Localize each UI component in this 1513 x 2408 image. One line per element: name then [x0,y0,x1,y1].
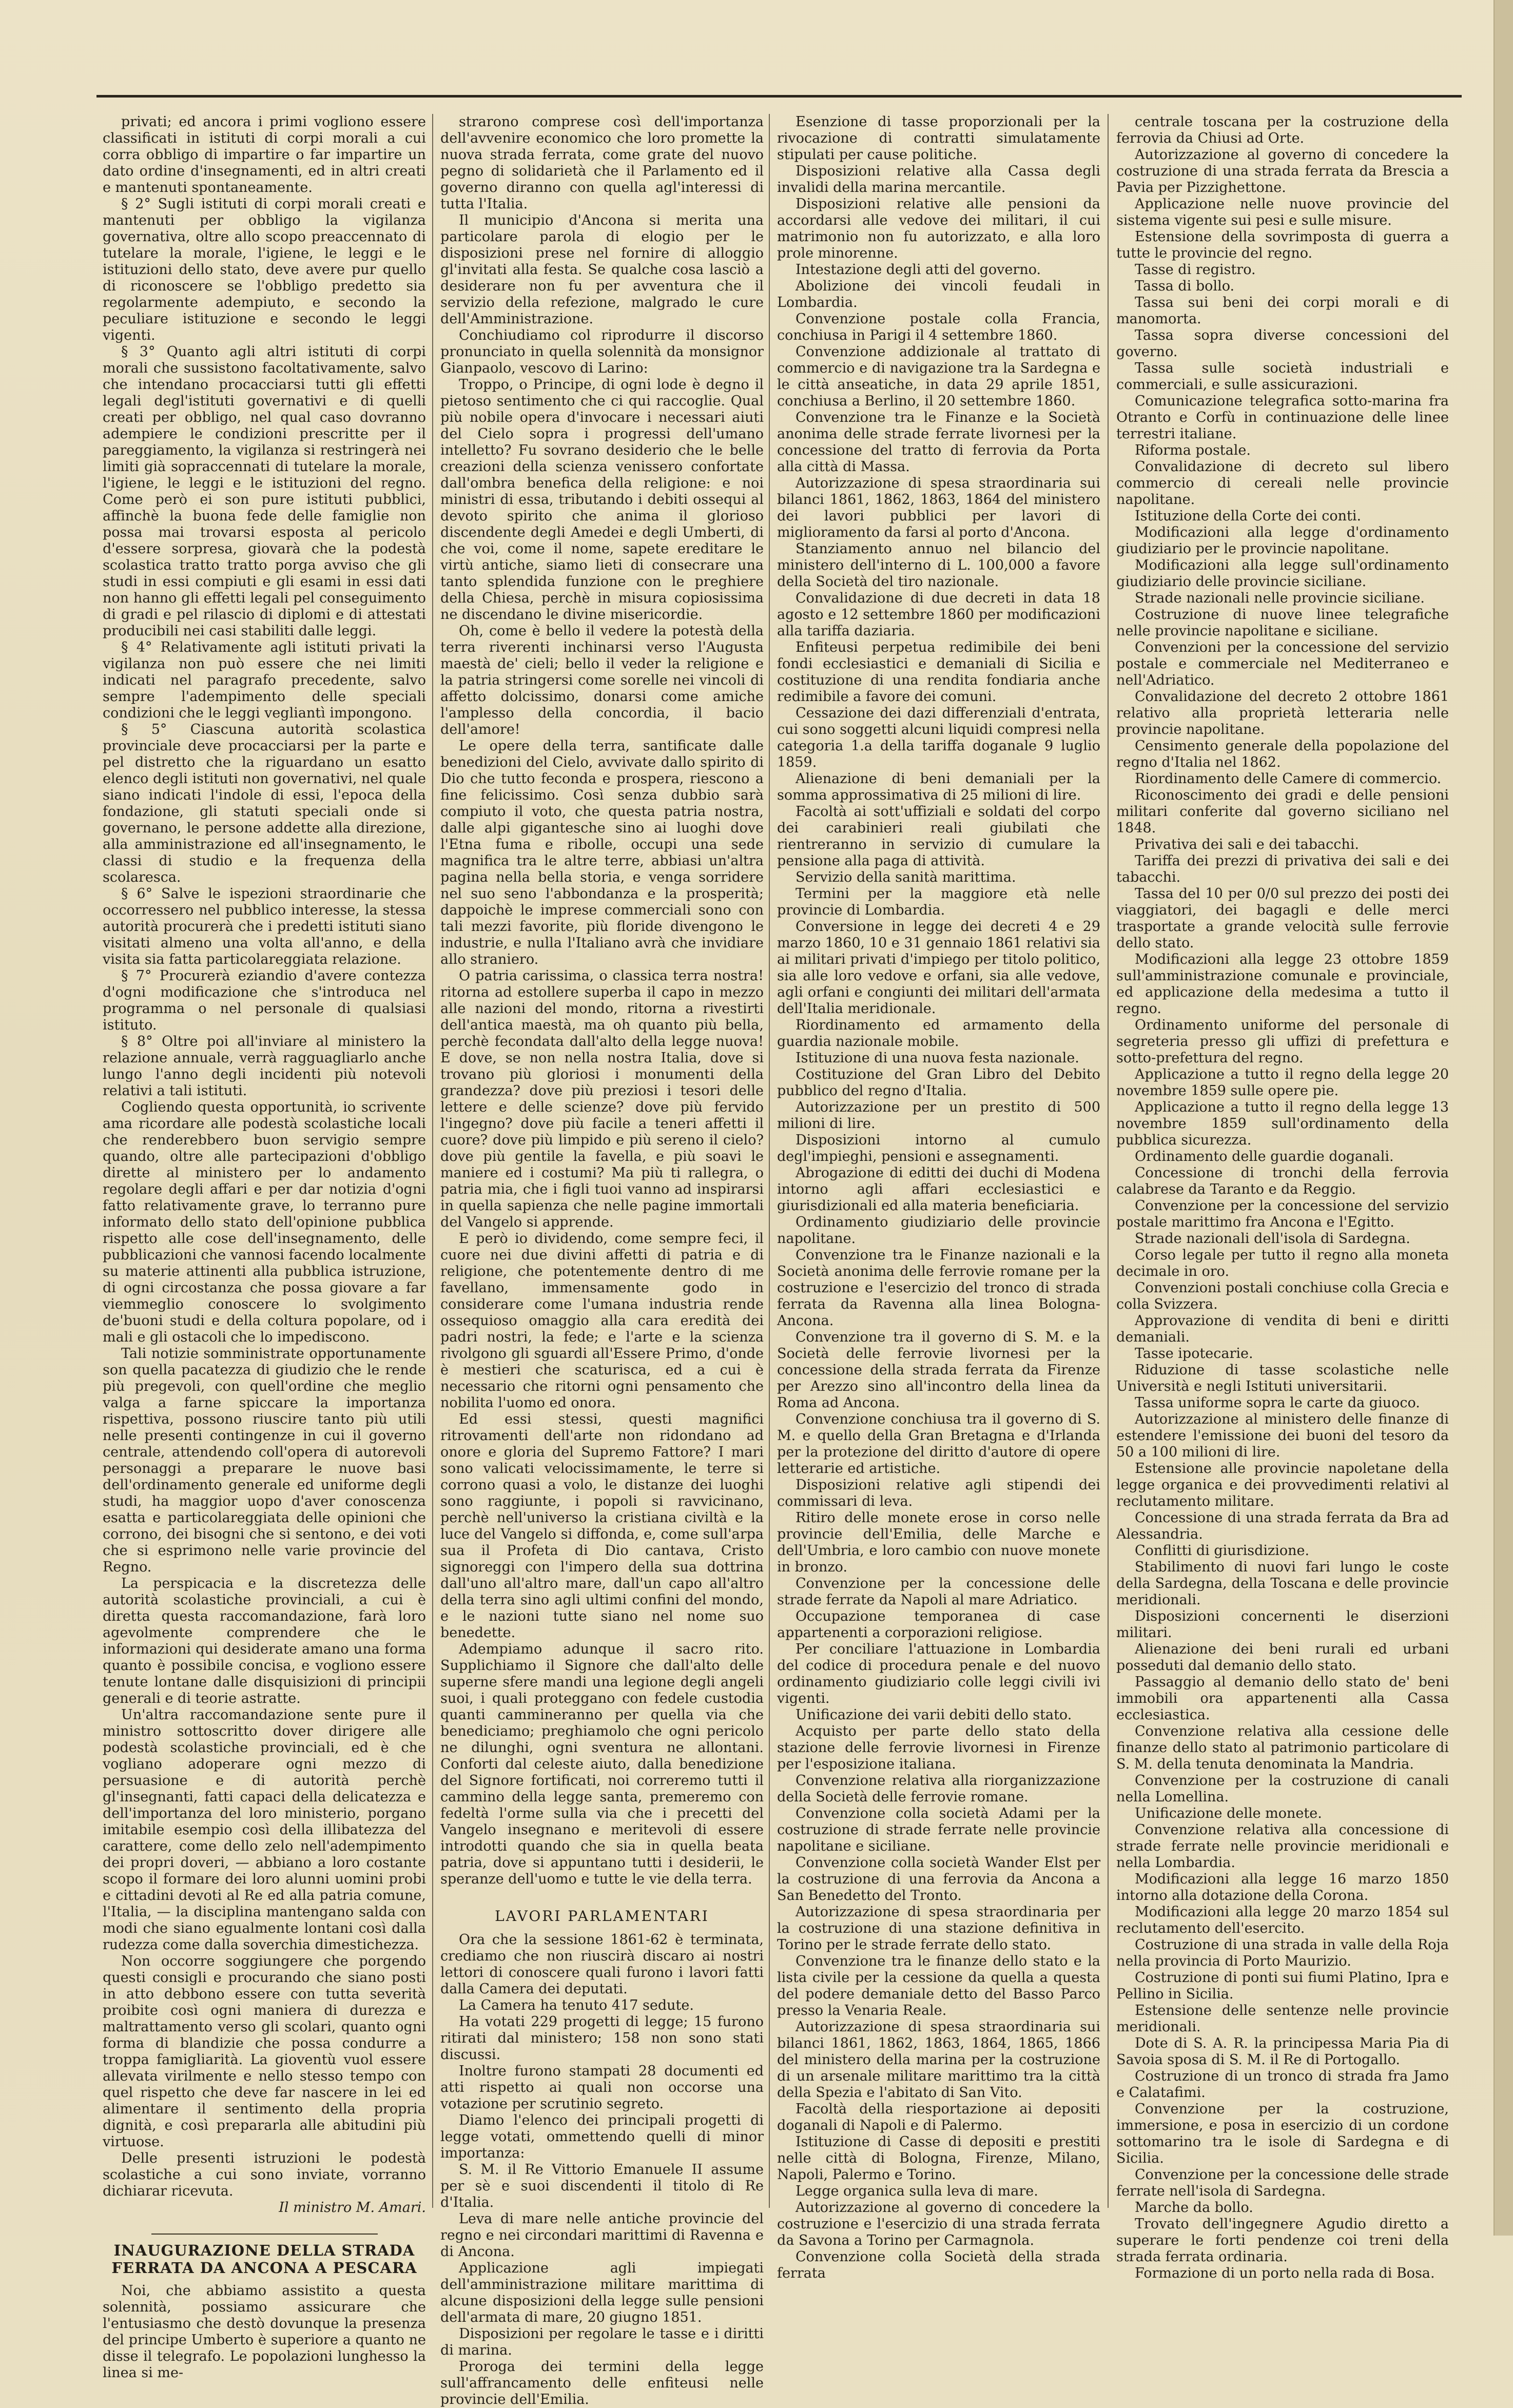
list-item: Conflitti di giurisdizione. [1135,1543,1310,1559]
list-item: Convenzione per la costruzione, immersione, e posa in esercizio di un cordone sottomarino tra le isole di Sardegna e di Sicilia. [1116,2101,1449,2166]
list-item: Costituzione del Gran Libro del Debito pubblico del regno d'Italia. [777,1066,1100,1099]
list-item: Applicazione a tutto il regno della legge 13 novembre 1859 sull'ordinamento della pubblica sicurezza. [1116,1099,1449,1148]
paragraph: § 4° Relativamente agli istituti privati la vigilanza non può essere che nei limiti indicati nel paragrafo precedente, salvo sempre l'adempimento delle speciali condizioni che le leggi vegliantì impongono. [103,639,426,721]
paragraph: Tali notizie somministrate opportunamente son quella pacatezza di giudizio che le rende più pregevoli, con quell'ordine che meglio valga a farne spiccare la importanza rispettiva, possono riuscire tanto più utili nelle presenti contingenze in cui il governo centrale, attendendo coll'opera di autorevoli personaggi a preparare le nuove basi dell'ordinamento generale ed uniforme degli studi, ha maggior uopo d'aver conoscenza esatta e particolareggiata delle opinioni che corrono, dei bisogni che si sentono, e dei voti che si esprimono nelle varie provincie del Regno. [103,1346,426,1575]
paragraph: Proroga dei termini della legge sull'affrancamento delle enfiteusi nelle provincie dell'Emilia. [440,2359,764,2407]
list-item: Convenzione relativa alla concessione di strade ferrate nelle provincie meridionali e nella Lombardia. [1116,1822,1449,1871]
paragraph: La Camera ha tenuto 417 sedute. [459,1997,694,2013]
list-item: Enfiteusi perpetua redimibile dei beni fondi ecclesiastici e demaniali di Sicilia e costituzione di una rendita fondiaria anche redimibile a favore dei comuni. [777,639,1100,705]
list-item: Concessione di tronchi della ferrovia calabrese da Taranto e da Reggio. [1116,1165,1449,1197]
list-item: Tariffa dei prezzi di privativa dei sali e dei tabacchi. [1116,853,1449,885]
list-item: Costruzione di una strada in valle della Roja nella provincia di Porto Maurizio. [1116,1937,1449,1969]
list-item: Autorizzazione di spesa straordinaria per la costruzione di una stazione definitiva in Torino per le strade ferrate dello stato. [777,1904,1100,1953]
list-item: Acquisto per parte dello stato della stazione delle ferrovie livornesi in Firenze per l'esposizione italiana. [777,1723,1100,1772]
list-item: Convenzione relativa alla riorganizzazione della Società delle ferrovie romane. [777,1773,1100,1805]
list-item: Estensione delle sentenze nelle provincie meridionali. [1116,2003,1449,2035]
paragraph: Noi, che abbiamo assistito a questa solennità, possiamo assicurare che l'entusiasmo che destò dovunque la presenza del principe Umberto è superiore a quanto ne disse il telegrafo. Le popolazioni lunghesso la linea si me- [103,2283,426,2381]
list-item: Convenzione colla società Adami per la costruzione di strade ferrate nelle provincie napolitane e siciliane. [777,1805,1100,1854]
list-item: Marche da bollo. [1135,2200,1253,2216]
list-item: Applicazione a tutto il regno della legge 20 novembre 1859 sulle opere pie. [1116,1066,1449,1099]
list-item: Autorizzazione di spesa straordinaria sui bilanci 1861, 1862, 1863, 1864, 1865, 1866 del ministero della marina per la costruzione di un arsenale militare marittimo tra la città della Spezia e l'abitato di San Vito. [777,2019,1100,2101]
list-item: Strade nazionali dell'isola di Sardegna. [1135,1231,1410,1247]
paragraph: Delle presenti istruzioni le podestà scolastiche a cui sono inviate, vorranno dichiarar ricevuta. [103,2150,426,2199]
list-item: Convalidazione di due decreti in data 18 agosto e 12 settembre 1860 per modificazioni alla tariffa daziaria. [777,590,1100,639]
column-1-paragraphs [103,114,426,2200]
list-item: Riduzione di tasse scolastiche nelle Università e negli Istituti universitarii. [1116,1362,1449,1394]
list-item: Trovato dell'ingegnere Agudio diretto a superare le forti pendenze coi treni della strada ferrata ordinaria. [1116,2216,1449,2265]
list-item: Convenzioni per la concessione del servizio postale e commerciale nel Mediterraneo e nell'Adriatico. [1116,639,1449,688]
list-item: Unificazione delle monete. [1135,1805,1322,1821]
list-item: Istituzione di una nuova festa nazionale. [796,1050,1079,1066]
list-item: Convenzione per la concessione delle strade ferrate nell'isola di Sardegna. [1116,2167,1449,2199]
list-item: Riforma postale. [1135,442,1251,458]
column-4 [1116,114,1449,2281]
list-item: Convenzione per la concessione del servizio postale marittimo fra Ancona e l'Egitto. [1116,1198,1449,1230]
list-item: Convenzione relativa alla cessione delle finanze dello stato al patrimonio particolare di S. M. della tenuta denominata la Mandria. [1116,1723,1449,1772]
paragraph: privati; ed ancora i primi vogliono essere classificati in istituti di corpi morali a cui corra obbligo di impartire o far impartire un dato ordine d'insegnamenti, ed in altri creati e mantenuti spontaneamente. [103,114,426,196]
paragraph: § 5° Ciascuna autorità scolastica provinciale deve procacciarsi per la parte e pel distretto che la riguardano un esatto elenco degli istituti non governativi, nel quale siano indicati l'indole di essi, l'epoca della fondazione, gli statuti speciali onde si governano, le persone addette alla direzione, alla amministrazione ed all'insegnamento, le classi di studio e la frequenza della scolaresca. [103,722,426,885]
list-item: Costruzione di ponti sui fiumi Platino, Ipra e Pellino in Sicilia. [1116,1970,1449,2002]
list-item: Tassa sulle società industriali e commerciali, e sulle assicurazioni. [1116,360,1449,393]
list-item: Applicazione nelle nuove provincie del sistema vigente sui pesi e sulle misure. [1116,196,1449,228]
list-item: Riordinamento ed armamento della guardia nazionale mobile. [777,1017,1100,1050]
list-item: Modificazioni alla legge 16 marzo 1850 intorno alla dotazione della Corona. [1116,1871,1449,1904]
list-item: Abolizione dei vincoli feudali in Lombardia. [777,278,1100,310]
list-item: Tasse di registro. [1135,262,1256,278]
list-item: Istituzione della Corte dei conti. [1135,508,1362,524]
column-3 [777,114,1100,2281]
list-item: Alienazione dei beni rurali ed urbani posseduti dal demanio dello stato. [1116,1641,1449,1674]
list-item: Istituzione di Casse di depositi e prestiti nelle città di Bologna, Firenze, Milano, Napoli, Palermo e Torino. [777,2134,1100,2183]
column-1 [103,114,426,2381]
list-item: Intestazione degli atti del governo. [796,262,1041,278]
list-item: Modificazioni alla legge 20 marzo 1854 sul reclutamento dell'esercito. [1116,1904,1449,1936]
list-item: Convenzione colla Società della strada ferrata [777,2249,1100,2281]
list-item: Ordinamento giudiziario delle provincie napolitane. [777,1214,1100,1247]
list-item: Disposizioni relative alla Cassa degli invalidi della marina mercantile. [777,163,1100,196]
list-item: Convenzione tra le Finanze nazionali e la Società anonima delle ferrovie romane per la costruzione e l'esercizio del tronco di strada ferrata da Ravenna alla linea Bologna-Ancona. [777,1247,1100,1329]
list-item: Tassa uniforme sopra le carte da giuoco. [1135,1395,1420,1411]
list-item: Disposizioni intorno al cumulo degl'impieghi, pensioni e assegnamenti. [777,1132,1100,1164]
list-item: Censimento generale della popolazione del regno d'Italia nel 1862. [1116,738,1449,770]
page-edge [1493,0,1513,2236]
list-item: Stabilimento di nuovi fari lungo le coste della Sardegna, della Toscana e delle provincie meridionali. [1116,1559,1449,1608]
paragraph: Un'altra raccomandazione sente pure il ministro sottoscritto dover dirigere alle podestà scolastiche provinciali, ed è che vogliano adoperare ogni mezzo di persuasione e di autorità perchè gl'insegnanti, fatti capaci della delicatezza e dell'importanza del loro ministerio, porgano imitabile esempio così della illibatezza del carattere, come dello zelo nell'adempimento dei propri doveri, — abbiano a loro costante scopo il formare dei loro alunni uomini probi e cittadini devoti al Re ed alla patria comune, l'Italia, — la disciplina mantengano salda con modi che siano egualmente lontani così dalla rudezza come dalla soverchia dimestichezza. [103,1707,426,1953]
list-item: Autorizzazione di spesa straordinaria sui bilanci 1861, 1862, 1863, 1864 del ministero dei lavori pubblici per lavori di miglioramento da farsi al porto d'Ancona. [777,475,1100,540]
list-item: Stanziamento annuo nel bilancio del ministero dell'interno di L. 100,000 a favore della Società del tiro nazionale. [777,541,1100,590]
paragraph: Ha votati 229 progetti di legge; 15 furono ritirati dal ministero; 158 non sono stati discussi. [440,2014,764,2063]
paragraph: § 8° Oltre poi all'inviare al ministero la relazione annuale, verrà ragguagliarlo anche lungo l'anno degli incidenti più notevoli relativi a tali istituti. [103,1034,426,1099]
list-item: Autorizzazione al governo di concedere la costruzione di una strada ferrata da Brescia a Pavia per Pizzighettone. [1116,147,1449,196]
column-separator [769,114,770,2208]
list-item: Strade nazionali nelle provincie siciliane. [1135,590,1425,606]
paragraph: Ora che la sessione 1861-62 è terminata, crediamo che non riuscirà discaro ai nostri lettori di conoscere quali furono i lavori fatti dalla Camera dei deputati. [440,1932,764,1997]
list-item: Disposizioni concernenti le diserzioni militari. [1116,1608,1449,1641]
paragraph: § 3° Quanto agli altri istituti di corpi morali che sussistono facoltativamente, salvo che intendano procacciarsi tutti gli effetti legali degl'istituti governativi e di quelli creati per obbligo, nel qual caso dovranno adempiere le condizioni prescritte per il pareggiamento, la vigilanza si restringerà nei limiti già sopraccennati di tutelare la morale, l'igiene, le leggi e le istituzioni del regno. Come però ei son pure istituti pubblici, affinchè la buona fede delle famiglie non possa mai trovarsi esposta al pericolo d'essere sorpresa, giovarà che la podestà scolastica tratto tratto porga avviso che gli studi in essi compiuti e gli esami in essi dati non hanno gli effetti legali pel conseguimento di gradi e pel rilascio di diplomi e di attestati producibili nei casi stabiliti dalle leggi. [103,344,426,639]
paragraph: § 2° Sugli istituti di corpi morali creati e mantenuti per obbligo la vigilanza governativa, oltre allo scopo preaccennato di tutelare la morale, l'igiene, le leggi e le istituzioni dello stato, deve avere pur quello di riconoscere se l'obbligo predetto sia regolarmente adempiuto, e secondo la peculiare istituzione e secondo le leggi vigenti. [103,196,426,343]
list-item: Tassa di bollo. [1135,278,1235,294]
paragraph: Cogliendo questa opportunità, io scrivente ama ricordare alle podestà scolastiche locali che renderebbero buon servigio sempre quando, oltre alle partecipazioni d'obbligo dirette al ministero per lo andamento regolare degli affari e per dar notizia d'ogni fatto relativamente grave, lo terranno pure informato dello stato dell'opinione pubblica rispetto alle cose dell'insegnamento, delle pubblicazioni che vannosi facendo localmente su materie attinenti alla pubblica istruzione, di ogni circostanza che possa giovare a far viemmeglio conoscere lo svolgimento de'buoni studi e della coltura popolare, od i mali e gli ostacoli che lo impediscono. [103,1099,426,1345]
list-item: Concessione di una strada ferrata da Bra ad Alessandria. [1116,1510,1449,1542]
list-item: Convenzione addizionale al trattato di commercio e di navigazione tra la Sardegna e le città anseatiche, in data 29 aprile 1851, conchiusa a Berlino, il 20 settembre 1860. [777,344,1100,409]
list-item: Alienazione di beni demaniali per la somma approssimativa di 25 milioni di lire. [777,771,1100,803]
list-item: Esenzione di tasse proporzionali per la rivocazione di contratti simulatamente stipulati per cause politiche. [777,114,1100,163]
list-item: Tassa del 10 per 0/0 sul prezzo dei posti dei viaggiatori, dei bagagli e delle merci trasportate a grande velocità sulle ferrovie dello stato. [1116,886,1449,951]
list-item: Modificazioni alla legge 23 ottobre 1859 sull'amministrazione comunale e provinciale, ed applicazione della medesima a tutto il regno. [1116,951,1449,1017]
column-2 [440,114,764,2407]
list-item: Tassa sui beni dei corpi morali e di manomorta. [1116,295,1449,327]
list-item: Formazione di un porto nella rada di Bosa. [1135,2265,1435,2281]
list-item: Tassa sopra diverse concessioni del governo. [1116,327,1449,360]
paragraph: Inoltre furono stampati 28 documenti ed atti rispetto ai quali non occorse una votazione per scrutinio segreto. [440,2063,764,2112]
list-item: Convalidazione del decreto 2 ottobre 1861 relativo alla proprietà letteraria nelle provincie napolitane. [1116,689,1449,737]
list-item: Riordinamento delle Camere di commercio. [1135,771,1442,787]
list-item: Ordinamento delle guardie doganali. [1135,1149,1394,1164]
list-item: Per conciliare l'attuazione in Lombardia del codice di procedura penale e del nuovo ordinamento giudiziario colle leggi civili ivi vigenti. [777,1641,1100,1706]
list-item: Autorizzazione per un prestito di 500 milioni di lire. [777,1099,1100,1132]
paragraph: Leva di mare nelle antiche provincie del regno e nei circondari marittimi di Ravenna e di Ancona. [440,2211,764,2260]
list-item: Termini per la maggiore età nelle provincie di Lombardia. [777,886,1100,918]
list-item: Costruzione di un tronco di strada fra Jamo e Calatafimi. [1116,2068,1449,2101]
paragraph: Diamo l'elenco dei principali progetti di legge votati, ommettendo quelli di minor importanza: [440,2112,764,2161]
paragraph: Adempiamo adunque il sacro rito. Supplichiamo il Signore che dall'alto delle superne sfere mandi una legione degli angeli suoi, i quali proteggano con fedele custodia quanti cammineranno per quella via che benediciamo; preghiamolo che ogni pericolo ne dilunghi, ogni sventura ne allontani. Conforti dal celeste aiuto, dalla benedizione del Signore fortificati, noi correremo tutti il cammino della legge santa, premeremo con fedeltà l'orme sulla via che i precetti del Vangelo insegnano e meritevoli di essere introdotti quando che sia in quella beata patria, dove si appuntano tutti i desiderii, le speranze dell'uomo e tutte le vie della terra. [440,1641,764,1887]
list-item: Ritiro delle monete erose in corso nelle provincie dell'Emilia, delle Marche e dell'Umbria, e loro cambio con nuove monete in bronzo. [777,1510,1100,1575]
list-item: Convenzione tra le finanze dello stato e la lista civile per la cessione da quella a questa del podere demaniale detto del Basso Parco presso la Venaria Reale. [777,1953,1100,2018]
list-item: Servizio della sanità marittima. [796,869,1016,885]
list-item: Passaggio al demanio dello stato de' beni immobili ora appartenenti alla Cassa ecclesiastica. [1116,1674,1449,1723]
list-item: Modificazioni alla legge d'ordinamento giudiziario per le provincie napolitane. [1116,525,1449,557]
list-item: Facoltà della riesportazione ai depositi doganali di Napoli e di Palermo. [777,2101,1100,2133]
list-item: centrale toscana per la costruzione della ferrovia da Chiusi ad Orte. [1116,114,1449,146]
paragraph: Applicazione agli impiegati dell'amministrazione militare marittima di alcune disposizioni della legge sulle pensioni dell'armata di mare, 20 giugno 1851. [440,2260,764,2325]
paragraph: strarono comprese così dell'importanza dell'avvenire economico che loro promette la nuova strada ferrata, come grate del nuovo pegno di solidarietà che il Parlamento ed il governo diranno con quella agl'interessi di tutta l'Italia. [440,114,764,212]
list-item: Convenzione conchiusa tra il governo di S. M. e quello della Gran Bretagna e d'Irlanda per la protezione del diritto d'autore di opere letterarie ed artistiche. [777,1411,1100,1477]
list-item: Estensione alle provincie napoletane della legge organica e dei provvedimenti relativi al reclutamento militare. [1116,1461,1449,1509]
list-item: Approvazione di vendita di beni e diritti demaniali. [1116,1313,1449,1345]
paragraph: § 7° Procurerà eziandio d'avere contezza d'ogni modificazione che s'introduca nel programma o nel personale di qualsiasi istituto. [103,968,426,1033]
paragraph: O patria carissima, o classica terra nostra! ritorna ad estollere superba il capo in mezzo alle nazioni del mondo, ritorna a rivestirti dell'antica maestà, ma oh quanto più bella, perchè fecondata dall'alto della legge nuova! E dove, se non nella nostra Italia, dove si trovano più gloriosi i monumenti della grandezza? dove più preziosi i tesori delle lettere e delle scienze? dove più fervido l'ingegno? dove più facile a teneri affetti il cuore? dove più limpido e più sereno il cielo? dove più gentile la favella, e più soavi le maniere ed i costumi? Ma più ti rallegra, o patria mia, che i figli tuoi vanno ad inspirarsi in quella sapienza che nelle pagine immortali del Vangelo si apprende. [440,968,764,1230]
list-item: Conversione in legge dei decreti 4 e 29 marzo 1860, 10 e 31 gennaio 1861 relativi sia ai militari privati d'impiego per titolo politico, sia alle loro vedove e orfani, sia alle vedove, agli orfani e congiunti dei militari dell'armata dell'Italia meridionale. [777,919,1100,1017]
section-title: LAVORI PARLAMENTARI [495,1908,709,1925]
section-rule [151,2234,378,2235]
top-rule [96,95,1462,98]
list-item: Autorizzazione al ministero delle finanze di estendere l'emissione dei buoni del tesoro da 50 a 100 milioni di lire. [1116,1411,1449,1460]
paragraph: La perspicacia e la discretezza delle autorità scolastiche provinciali, a cui è diretta questa raccomandazione, farà loro agevolmente comprendere che le informazioni qui desiderate amano una forma quanto è possibile concisa, e vogliono essere tenute lontane dalle disquisizioni di principii generali e di teorie astratte. [103,1576,426,1706]
paragraph: Ed essi stessi, questi magnifici ritrovamenti dell'arte non ridondano ad onore e gloria del Supremo Fattore? I mari sono valicati velocissimamente, le terre si corrono quasi a volo, le distanze dei luoghi sono raggiunte, i popoli si ravvicinano, perchè nell'universo la cristiana civiltà e la luce del Vangelo si diffonda, e, come sull'arpa sua il Profeta di Dio cantava, Cristo signoreggi con l'impero della sua dottrina dall'uno all'altro mare, dall'un capo all'altro della terra sino agli ultimi confini del mondo, e le nazioni tutte siano nel nome suo benedette. [440,1411,764,1641]
list-item: Riconoscimento dei gradi e delle pensioni militari conferite dal governo siciliano nel 1848. [1116,787,1449,836]
list-item: Comunicazione telegrafica sotto-marina fra Otranto e Corfù in continuazione delle linee terrestri italiane. [1116,393,1449,442]
list-item: Modificazioni alla legge sull'ordinamento giudiziario delle provincie siciliane. [1116,557,1449,590]
list-item: Convenzione per la costruzione di canali nella Lomellina. [1116,1773,1449,1805]
list-item: Convenzione tra il governo di S. M. e la Società delle ferrovie livornesi per la concessione della strada ferrata da Firenze per Arezzo sino all'incontro della linea da Roma ad Ancona. [777,1329,1100,1411]
list-item: Autorizzazione al governo di concedere la costruzione e l'esercizio di una strada ferrata da Savona a Torino per Carmagnola. [777,2200,1100,2248]
list-item: Convenzioni postali conchiuse colla Grecia e colla Svizzera. [1116,1280,1449,1312]
list-item: Disposizioni relative agli stipendi dei commissari di leva. [777,1477,1100,1509]
list-item: Dote di S. A. R. la principessa Maria Pia di Savoia sposa di S. M. il Re di Portogallo. [1116,2035,1449,2068]
list-item: Estensione della sovrimposta di guerra a tutte le provincie del regno. [1116,229,1449,261]
list-item: Convenzione tra le Finanze e la Società anonima delle strade ferrate livornesi per la concessione del tratto di ferrovia da Porta alla città di Massa. [777,410,1100,475]
paragraph: Disposizioni per regolare le tasse e i diritti di marina. [440,2326,764,2358]
paragraph: E però io dividendo, come sempre feci, il cuore nei due divini affetti di patria e di religione, che potentemente dentro di me favellano, immensamente godo in considerare come l'umana industria rende ossequioso omaggio alla cara eredità dei padri nostri, la fede; e l'arte e la scienza rivolgono gli sguardi all'Essere Primo, d'onde è mestieri che scaturisca, ed a cui è necessario che ritorni ogni pensamento che nobilita l'uomo ed onora. [440,1231,764,1411]
list-item: Costruzione di nuove linee telegrafiche nelle provincie napolitane e siciliane. [1116,607,1449,639]
signature: Il ministro M. Amari. [279,2200,426,2216]
list-item: Convenzione per la concessione delle strade ferrate da Napoli al mare Adriatico. [777,1576,1100,1608]
list-item: Disposizioni relative alle pensioni da accordarsi alle vedove dei militari, il cui matrimonio non fu autorizzato, e alla loro prole minorenne. [777,196,1100,261]
paragraph: § 6° Salve le ispezioni straordinarie che occorressero nel pubblico interesse, la stessa autorità procurerà che i predetti istituti siano visitati almeno una volta all'anno, e della visita sia fatta particolareggiata relazione. [103,886,426,967]
list-item: Occupazione temporanea di case appartenenti a corporazioni religiose. [777,1608,1100,1641]
column-separator [1108,114,1109,2208]
list-item: Facoltà ai sott'uffiziali e soldati del corpo dei carabinieri reali giubilati che rientreranno in servizio di cumulare la pensione alla paga di attività. [777,804,1100,869]
paragraph: Troppo, o Principe, di ogni lode è degno il pietoso sentimento che ci qui raccoglie. Qual più nobile opera d'invocare i necessari aiuti del Cielo sopra i progressi dell'umano intelletto? Fu sovrano desiderio che le belle creazioni della scienza venissero confortate dall'ombra benefica della religione: e noi ministri di essa, tributando i debiti ossequi al devoto spirito che anima il glorioso discendente degli Amedei e degli Umberti, di che voi, come il nome, sapete ereditare le virtù antiche, siamo lieti di consecrare una tanto splendida funzione con le preghiere della Chiesa, perchè in misura copiosissima ne discendano le divine misericordie. [440,377,764,623]
paragraph: Le opere della terra, santificate dalle benedizioni del Cielo, avvivate dallo spirito di Dio che tutto feconda e prospera, riescono a fine felicissimo. Così senza dubbio sarà compiuto il voto, che questa patria nostra, dalle alpi gigantesche sino ai luoghi dove l'Etna fuma e ribolle, occupi una sede magnifica tra le altre terre, abbiasi un'altra pagina nella bella storia, e venga sorridere nel suo seno l'abbondanza e la prosperità; dappoichè le imprese commerciali sono con tali mezzi favorite, più floride divengono le industrie, e nulla l'Italiano avrà che invidiare allo straniero. [440,738,764,967]
paragraph: Il municipio d'Ancona si merita una particolare parola di elogio per le disposizioni prese nel fornire di alloggio gl'invitati alla festa. Se qualche cosa lasciò a desiderare non fu per avventura che il servizio della refezione, malgrado le cure dell'Amministrazione. [440,212,764,327]
list-item: Legge organica sulla leva di mare. [796,2183,1038,2199]
list-item: Abrogazione di editti dei duchi di Modena intorno agli affari ecclesiastici e giurisdizionali ed alla materia beneficiaria. [777,1165,1100,1214]
list-item: Unificazione dei varii debiti dello stato. [796,1707,1072,1723]
column-separator [432,114,433,2208]
list-item: Convenzione colla società Wander Elst per la costruzione di una ferrovia da Ancona a San Benedetto del Tronto. [777,1855,1100,1904]
paragraph: Conchiudiamo col riprodurre il discorso pronunciato in quella solennità da monsignor Gianpaolo, vescovo di Larino: [440,327,764,376]
list-item: Cessazione dei dazi differenziali d'entrata, cui sono soggetti alcuni liquidi compresi nella categoria 1.a della tariffa doganale 9 luglio 1859. [777,705,1100,770]
list-item: Corso legale per tutto il regno alla moneta decimale in oro. [1116,1247,1449,1279]
paragraph: Oh, come è bello il vedere la potestà della terra riverenti inchinarsi verso l'Augusta maestà de' cieli; bello il veder la religione e la patria stringersi come sorelle nei vincoli di affetto dolcissimo, donarsi come amiche l'amplesso della concordia, il bacio dell'amore! [440,623,764,737]
paragraph: Non occorre soggiungere che porgendo questi consigli e procurando che siano posti in atto debbono essere con tutta severità proibite così ogni maniera di durezza e maltrattamento verso gli scolari, quanto ogni forma di blandizie che possa condurre a troppa famigliarità. La gioventù vuol essere allevata virilmente e nello stesso tempo con quel rispetto che deve far nascere in lei ed alimentare il sentimento della propria dignità, e così prepararla alle abitudini più virtuose. [103,1953,426,2150]
list-item: Privativa dei sali e dei tabacchi. [1135,837,1359,852]
paragraph: S. M. il Re Vittorio Emanuele II assume per sè e suoi discendenti il titolo di Re d'Italia. [440,2162,764,2210]
article-headline: INAUGURAZIONE DELLA STRADA FERRATA DA ANCONA A PESCARA [111,2242,417,2277]
list-item: Convalidazione di decreto sul libero commercio di cereali nelle provincie napolitane. [1116,459,1449,508]
list-item: Ordinamento uniforme del personale di segreteria presso gli uffizi di prefettura e sotto-prefettura del regno. [1116,1017,1449,1066]
list-item: Tasse ipotecarie. [1135,1346,1253,1362]
list-item: Convenzione postale colla Francia, conchiusa in Parigi il 4 settembre 1860. [777,311,1100,343]
